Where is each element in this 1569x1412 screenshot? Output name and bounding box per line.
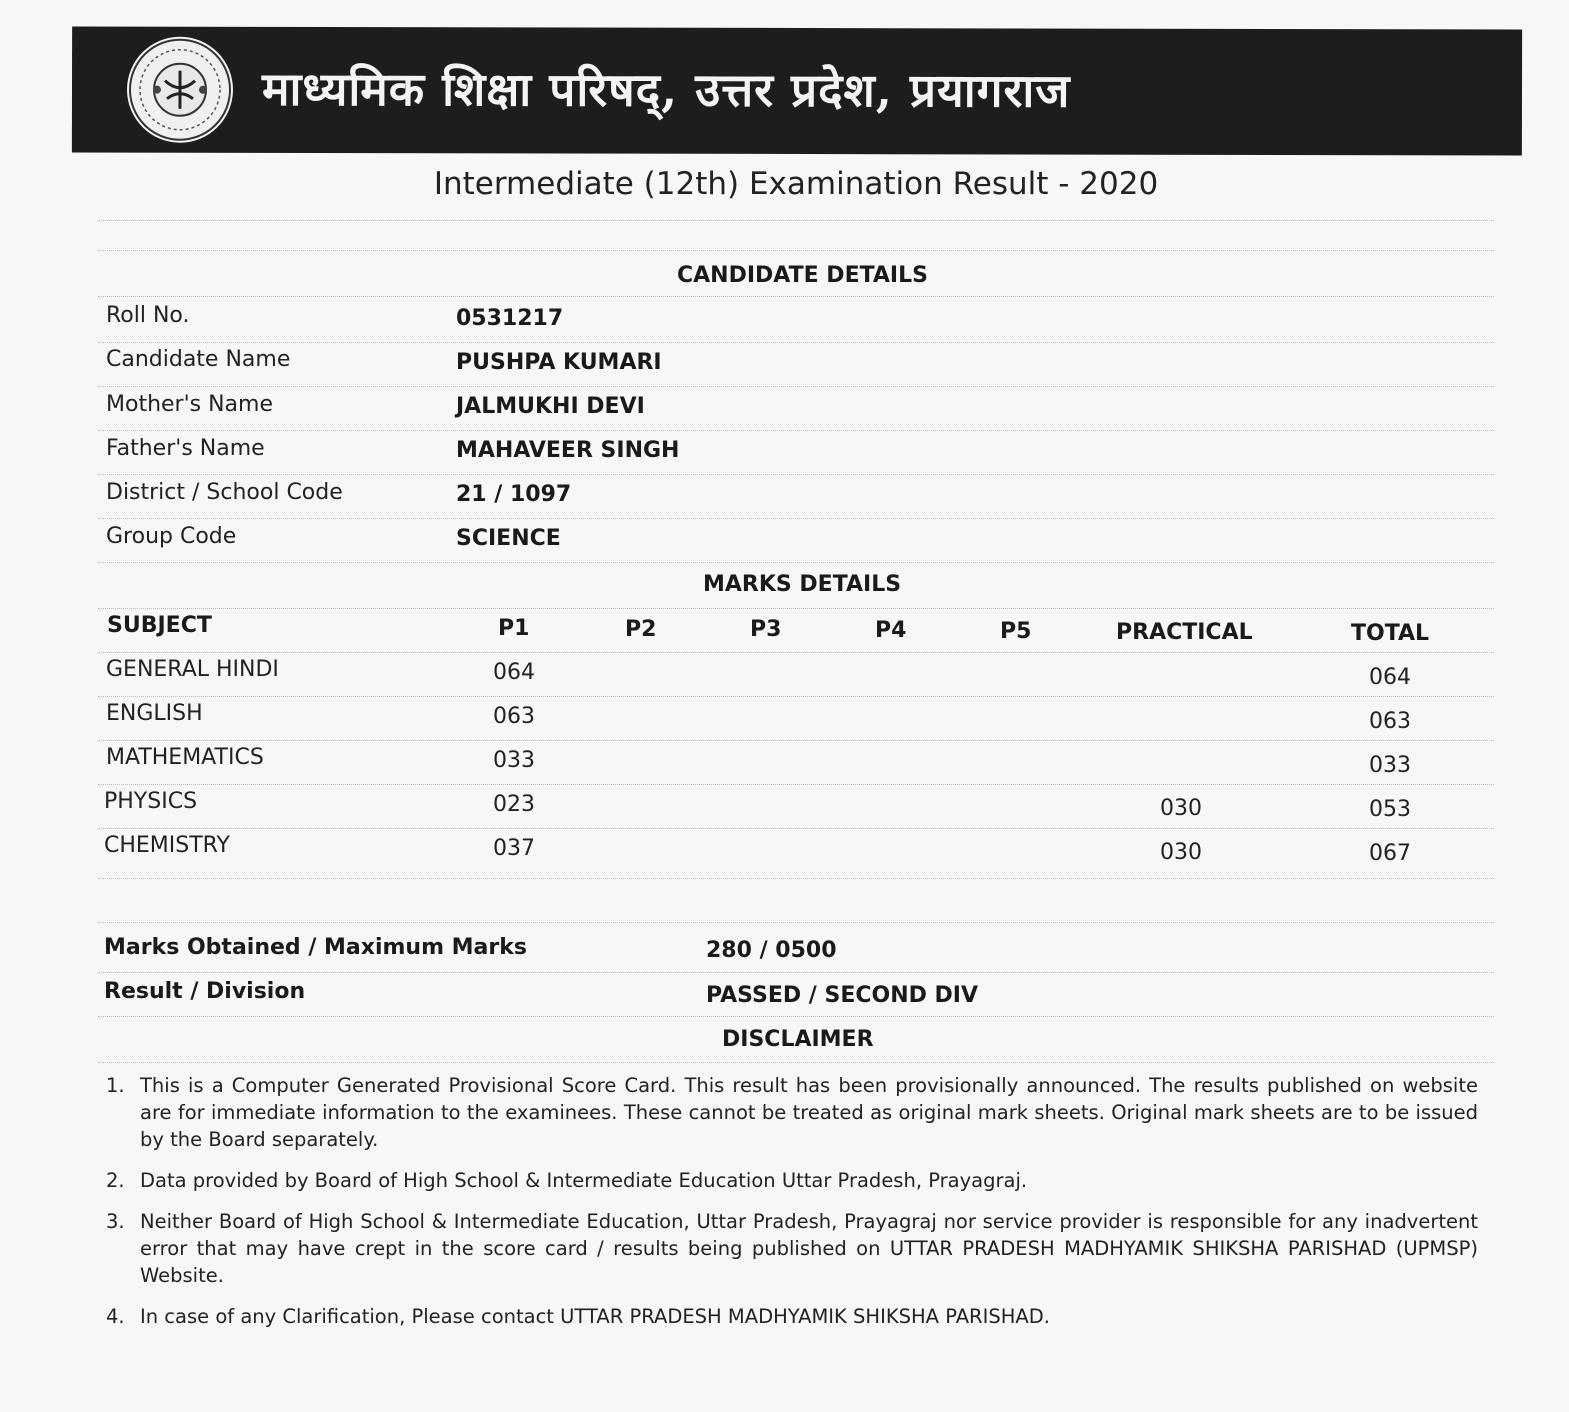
disclaimer-text: In case of any Clarification, Please contact UTTAR PRADESH MADHYAMIK SHIKSHA PARISHAD. <box>140 1305 1050 1328</box>
marks-obtained-label: Marks Obtained / Maximum Marks <box>104 935 527 960</box>
candidate-name-label: Candidate Name <box>106 347 291 372</box>
divider <box>98 652 1494 653</box>
divider <box>98 1062 1494 1063</box>
roll-no-label: Roll No. <box>106 303 190 328</box>
table-row-p1: 063 <box>493 704 535 729</box>
column-header-p2: P2 <box>625 617 657 642</box>
disclaimer-item <box>106 1167 1478 1194</box>
divider <box>98 430 1494 431</box>
table-row-p1: 037 <box>493 836 535 861</box>
group-code-label: Group Code <box>106 524 237 549</box>
disclaimer-text: This is a Computer Generated Provisional Score Card. This result has been provisionally announced. The results published on website are for immediate information to the examinees. These cannot be treated as original mark sheets. Original mark sheets are to be issued by the Board separately. <box>140 1074 1478 1151</box>
board-emblem-logo <box>127 37 233 143</box>
exam-title: Intermediate (12th) Examination Result - 2020 <box>433 166 1159 202</box>
divider <box>98 740 1494 741</box>
district-school-code-label: District / School Code <box>106 480 343 505</box>
group-code-value: SCIENCE <box>456 526 561 551</box>
disclaimer-item <box>106 1303 1478 1330</box>
column-header-subject: SUBJECT <box>107 613 212 638</box>
divider <box>98 784 1494 785</box>
table-row-practical: 030 <box>1160 840 1202 865</box>
disclaimer-number: 1. <box>106 1074 125 1097</box>
disclaimer-text: Neither Board of High School & Intermediate Education, Uttar Pradesh, Prayagraj nor service provider is responsible for any inadvertent error that may have crept in the score card / results being published on UTTAR PRADESH MADHYAMIK SHIKSHA PARISHAD (UPMSP) Website. <box>140 1210 1478 1287</box>
candidate-details-heading: CANDIDATE DETAILS <box>677 263 928 288</box>
father-name-label: Father's Name <box>106 436 265 461</box>
table-row-p1: 033 <box>493 748 535 773</box>
father-name-value: MAHAVEER SINGH <box>456 438 680 463</box>
divider <box>98 608 1494 609</box>
divider <box>98 696 1494 697</box>
table-row-total: 053 <box>1369 797 1411 822</box>
result-division-value: PASSED / SECOND DIV <box>706 983 979 1008</box>
marks-obtained-value: 280 / 0500 <box>706 938 837 963</box>
table-row-practical: 030 <box>1160 796 1202 821</box>
table-row-total: 064 <box>1369 665 1411 690</box>
divider <box>98 250 1494 251</box>
column-header-p1: P1 <box>498 616 530 641</box>
mother-name-label: Mother's Name <box>106 392 273 417</box>
divider <box>98 296 1494 297</box>
disclaimer-number: 2. <box>106 1169 125 1192</box>
table-row-p1: 064 <box>493 660 535 685</box>
table-row-subject: GENERAL HINDI <box>106 657 279 682</box>
column-header-p3: P3 <box>750 617 782 642</box>
disclaimer-item <box>106 1208 1478 1289</box>
emblem-icon <box>127 37 233 143</box>
divider <box>98 972 1494 973</box>
divider <box>98 828 1494 829</box>
header-banner <box>72 26 1522 155</box>
table-row-total: 067 <box>1369 841 1411 866</box>
table-row-subject: MATHEMATICS <box>106 745 264 770</box>
marks-details-heading: MARKS DETAILS <box>703 572 902 597</box>
divider <box>98 386 1494 387</box>
disclaimer-heading: DISCLAIMER <box>722 1027 874 1052</box>
table-row-total: 063 <box>1369 709 1411 734</box>
disclaimer-list <box>106 1072 1478 1330</box>
table-row-total: 033 <box>1369 753 1411 778</box>
disclaimer-number: 4. <box>106 1305 125 1328</box>
column-header-p5: P5 <box>1000 619 1032 644</box>
divider <box>98 342 1494 343</box>
mother-name-value: JALMUKHI DEVI <box>456 394 645 419</box>
result-division-label: Result / Division <box>104 979 306 1004</box>
disclaimer-text: Data provided by Board of High School & Intermediate Education Uttar Pradesh, Prayagraj. <box>140 1169 1028 1192</box>
table-row-subject: CHEMISTRY <box>104 833 230 858</box>
divider <box>98 1016 1494 1017</box>
roll-no-value: 0531217 <box>456 306 564 331</box>
column-header-total: TOTAL <box>1351 621 1430 646</box>
divider <box>98 220 1494 221</box>
column-header-practical: PRACTICAL <box>1116 620 1253 645</box>
divider <box>98 518 1494 519</box>
table-row-subject: PHYSICS <box>104 789 198 814</box>
candidate-name-value: PUSHPA KUMARI <box>456 350 662 375</box>
district-school-code-value: 21 / 1097 <box>456 482 572 507</box>
disclaimer-item <box>106 1072 1478 1153</box>
divider <box>98 922 1494 923</box>
divider <box>98 562 1494 563</box>
table-row-subject: ENGLISH <box>106 701 203 726</box>
disclaimer-number: 3. <box>106 1210 125 1233</box>
column-header-p4: P4 <box>875 618 907 643</box>
table-row-p1: 023 <box>493 792 535 817</box>
divider <box>98 878 1494 879</box>
divider <box>98 474 1494 475</box>
board-name: माध्यमिक शिक्षा परिषद्, उत्तर प्रदेश, प्रयागराज <box>261 61 1071 118</box>
